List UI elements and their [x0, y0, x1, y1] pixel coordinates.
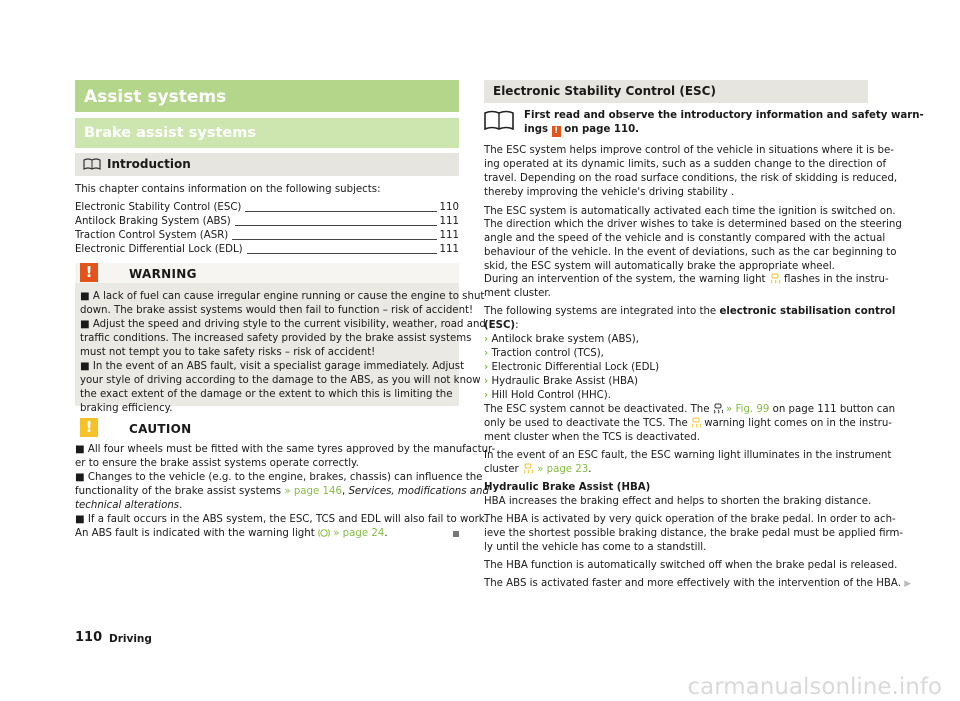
list-item-label: Traction control (TCS),: [491, 348, 604, 359]
intro-text: This chapter contains information on the following subjects:: [75, 184, 381, 195]
continue-arrow-icon: ▶: [904, 579, 912, 589]
fig-99-link[interactable]: » Fig. 99: [726, 404, 770, 415]
esc-text: warning light comes on in the instru-: [700, 418, 892, 429]
caution-line: ■ All four wheels must be fitted with the same tyres approved by the manufactur-: [75, 444, 496, 455]
warning-exclamation-icon: !: [552, 126, 561, 137]
caution-title: CAUTION: [129, 422, 192, 436]
esc-paragraph-line: The direction which the driver wishes to take is determined based on the steering: [484, 219, 902, 230]
hba-line: The HBA is activated by very quick operation of the brake pedal. In order to ach-: [484, 514, 896, 525]
esc-paragraph-line: The ESC system helps improve control of the vehicle in situations where it is be-: [484, 145, 894, 156]
esc-paragraph-line: [484, 417, 892, 431]
esc-paragraph-line: skid, the ESC system will automatically brake the appropriate wheel.: [484, 261, 835, 272]
warning-line: braking efficiency.: [80, 403, 173, 414]
hba-line: ieve the shortest possible braking distance, the brake pedal must be applied firm-: [484, 528, 904, 539]
page-number: 110: [75, 630, 103, 645]
toc-label: Antilock Braking System (ABS): [75, 215, 235, 229]
toc-row[interactable]: [75, 243, 459, 257]
hba-line: ly until the vehicle has come to a standstill.: [484, 542, 707, 553]
list-item-label: Hill Hold Control (HHC).: [491, 390, 611, 401]
warning-title: WARNING: [129, 267, 197, 281]
esc-paragraph-line: ment cluster.: [484, 288, 551, 299]
esc-text: The ESC system cannot be deactivated. The: [484, 404, 713, 415]
esc-text: During an intervention of the system, the warning light: [484, 274, 769, 285]
esc-paragraph-line: [484, 463, 868, 477]
page-24-link[interactable]: » page 24: [333, 528, 385, 539]
list-item: [484, 333, 868, 347]
list-item-label: Antilock brake system (ABS),: [491, 334, 639, 345]
esc-heading-bar: [484, 80, 868, 103]
book-icon: [83, 158, 101, 170]
footer-section: Driving: [109, 633, 152, 645]
hba-line: [484, 577, 912, 591]
toc-page: 111: [439, 216, 459, 227]
esc-skid-icon: [691, 417, 701, 428]
esc-text: The following systems are integrated into the: [484, 306, 720, 317]
chevron-right-icon: ›: [484, 334, 489, 345]
caution-italic: Services, modifications and: [348, 486, 489, 497]
esc-text: cluster: [484, 464, 522, 475]
warning-line: the exact extent of the damage or the extent to which this is limiting the: [80, 389, 453, 400]
warning-line: must not tempt you to take safety risks – risk of accident!: [80, 347, 376, 358]
esc-paragraph-line: [484, 305, 896, 319]
toc-page: 111: [439, 230, 459, 241]
caution-line: ■ Changes to the vehicle (e.g. to the engine, brakes, chassis) can influence the: [75, 472, 483, 483]
warning-body: [80, 290, 486, 416]
esc-paragraph-line: [484, 319, 868, 333]
hba-title: Hydraulic Brake Assist (HBA): [484, 482, 651, 493]
section-title: Brake assist systems: [84, 125, 256, 141]
warning-line: your style of driving according to the damage to the ABS, as you will not know: [80, 375, 481, 386]
list-item: [484, 361, 868, 375]
section-title-bar: [75, 118, 459, 148]
first-read-text: on page 110.: [560, 124, 640, 135]
warning-line: down. The brake assist systems would then fail to function – risk of accident!: [80, 305, 474, 316]
esc-paragraph-line: angle and the speed of the vehicle and is constantly compared with the actual: [484, 233, 886, 244]
hba-line: HBA increases the braking effect and helps to shorten the braking distance.: [484, 496, 872, 507]
toc-page: 111: [439, 244, 459, 255]
caution-line: ■ If a fault occurs in the ABS system, the ESC, TCS and EDL will also fail to work.: [75, 514, 488, 525]
warning-exclamation-icon: !: [80, 263, 98, 282]
esc-text: only be used to deactivate the TCS. The: [484, 418, 691, 429]
esc-paragraph-line: ing operated at its dynamic limits, such as a sudden change to the direction of: [484, 159, 887, 170]
hba-text: The ABS is activated faster and more effectively with the intervention of the HBA.: [484, 578, 901, 589]
toc-row[interactable]: [75, 201, 459, 215]
list-item: [484, 375, 868, 389]
warning-line: traffic conditions. The increased safety provided by the brake assist systems: [80, 333, 472, 344]
chevron-right-icon: ›: [484, 348, 489, 359]
warning-line: ■ A lack of fuel can cause irregular engine running or cause the engine to shut: [80, 291, 485, 302]
esc-heading: Electronic Stability Control (ESC): [493, 84, 716, 98]
esc-paragraph-line: ment cluster when the TCS is deactivated.: [484, 432, 700, 443]
first-read-text: ings: [524, 124, 552, 135]
esc-paragraph-line: behaviour of the vehicle. In the event of deviations, such as the car beginning to: [484, 247, 897, 258]
esc-paragraph-line: [484, 403, 896, 417]
caution-italic: technical alterations: [75, 500, 180, 511]
chapter-title: Assist systems: [84, 87, 227, 107]
warning-line: ■ In the event of an ABS fault, visit a specialist garage immediately. Adjust: [80, 361, 465, 372]
watermark: carmanualsonline.info: [687, 674, 942, 700]
caution-text: ,: [341, 486, 349, 497]
esc-bold-text: (ESC): [484, 320, 516, 331]
esc-text: on page 111 button can: [769, 404, 896, 415]
caution-exclamation-icon: !: [80, 418, 98, 437]
toc-label: Electronic Stability Control (ESC): [75, 201, 245, 215]
book-icon: [484, 110, 514, 130]
first-read-line: [524, 123, 868, 137]
esc-paragraph-line: The ESC system is automatically activated each time the ignition is switched on.: [484, 206, 896, 217]
caution-line: er to ensure the brake assist systems operate correctly.: [75, 458, 359, 469]
warning-box: [75, 263, 486, 414]
toc-row[interactable]: [75, 215, 459, 229]
esc-text: :: [515, 320, 519, 331]
caution-header: [75, 418, 459, 438]
page-146-link[interactable]: » page 146: [284, 486, 342, 497]
toc-label: Traction Control System (ASR): [75, 229, 232, 243]
esc-paragraph-line: travel. Depending on the road surface conditions, the risk of skidding is reduced,: [484, 173, 898, 184]
caution-text: functionality of the brake assist systems: [75, 486, 285, 497]
esc-text: .: [588, 464, 592, 475]
esc-off-button-icon: [713, 403, 723, 414]
first-read-line: First read and observe the introductory information and safety warn-: [524, 110, 924, 121]
toc-label: Electronic Differential Lock (EDL): [75, 243, 247, 257]
introduction-bar: [75, 153, 459, 176]
warning-header: [75, 263, 459, 283]
caution-line: [75, 527, 459, 541]
warning-line: ■ Adjust the speed and driving style to the current visibility, weather, road and: [80, 319, 486, 330]
esc-skid-icon: [522, 463, 534, 474]
end-of-section-icon: [453, 531, 459, 537]
caution-line: [75, 485, 489, 499]
caution-text: An ABS fault is indicated with the warning light: [75, 528, 318, 539]
esc-paragraph-line: [484, 273, 889, 287]
caution-text: .: [179, 500, 183, 511]
esc-text: flashes in the instru-: [780, 274, 889, 285]
list-item: [484, 347, 868, 361]
list-item-label: Hydraulic Brake Assist (HBA): [491, 376, 638, 387]
hba-line: The HBA function is automatically switched off when the brake pedal is released.: [484, 560, 898, 571]
esc-bold-text: electronic stabilisation control: [719, 306, 896, 317]
chevron-right-icon: ›: [484, 390, 489, 401]
chevron-right-icon: ›: [484, 376, 489, 387]
esc-paragraph-line: In the event of an ESC fault, the ESC warning light illuminates in the instrument: [484, 450, 892, 461]
toc-page: 110: [439, 202, 459, 213]
list-item: [484, 389, 868, 403]
list-item-label: Electronic Differential Lock (EDL): [491, 362, 660, 373]
caution-text: .: [384, 528, 388, 539]
page-23-link[interactable]: » page 23: [537, 464, 589, 475]
abs-light-icon: [318, 528, 330, 538]
toc-row[interactable]: [75, 229, 459, 243]
introduction-heading: Introduction: [107, 157, 191, 171]
esc-paragraph-line: thereby improving the vehicle's driving stability .: [484, 187, 735, 198]
chapter-title-bar: [75, 80, 459, 112]
chevron-right-icon: ›: [484, 362, 489, 373]
caution-line: [75, 499, 459, 513]
esc-skid-icon: [769, 273, 781, 284]
